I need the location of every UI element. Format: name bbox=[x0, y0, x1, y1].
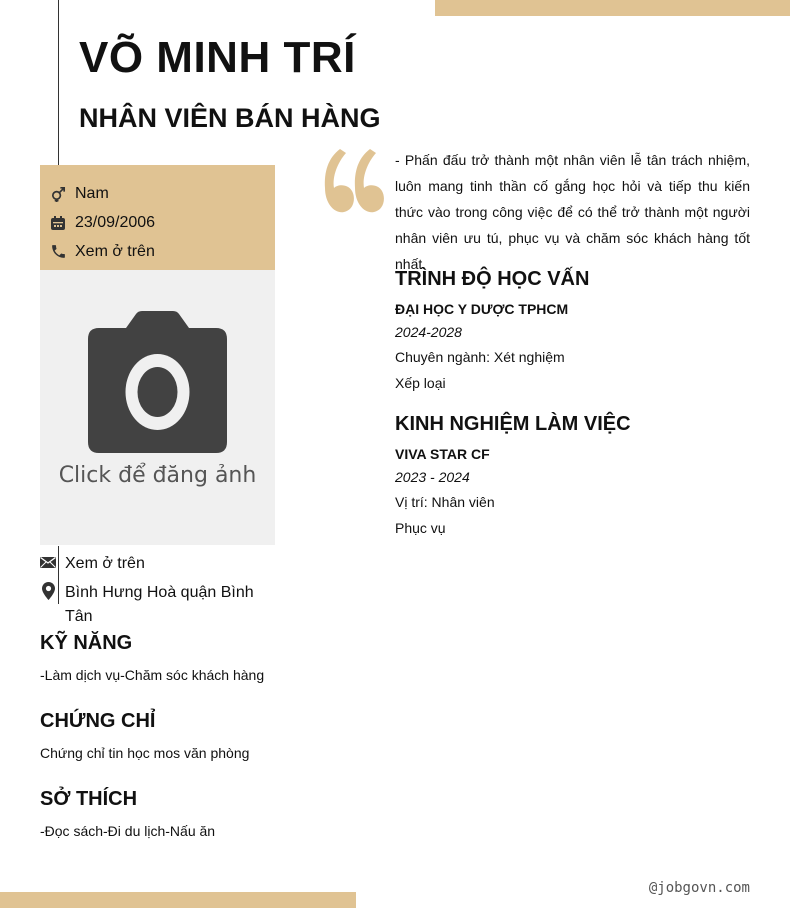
experience-company: VIVA STAR CF bbox=[395, 446, 490, 462]
skills-text: -Làm dịch vụ-Chăm sóc khách hàng bbox=[40, 667, 265, 683]
birthday-row bbox=[40, 208, 275, 237]
hobbies-text: -Đọc sách-Đi du lịch-Nấu ăn bbox=[40, 823, 216, 839]
candidate-name: VÕ MINH TRÍ bbox=[79, 33, 356, 82]
gender-icon bbox=[49, 185, 67, 203]
certificates-text: Chứng chỉ tin học mos văn phòng bbox=[40, 745, 250, 761]
education-rank: Xếp loại bbox=[395, 375, 446, 391]
top-accent-bar bbox=[435, 0, 790, 16]
career-objective: - Phấn đấu trở thành một nhân viên lễ tân trách nhiệm, luôn mang tinh thần cố gắng học hỏi và tiếp thu kiến thức vào trong công việc để có thể trở thành một người nhân viên ưu tú, phục vụ và chăm sóc khách hàng tốt nhất. bbox=[395, 152, 750, 272]
footer-brand: @jobgovn.com bbox=[648, 880, 750, 896]
skills-heading: KỸ NĂNG bbox=[40, 632, 133, 654]
certificates-heading: CHỨNG CHỈ bbox=[40, 710, 156, 732]
photo-caption: Click để đăng ảnh bbox=[58, 463, 257, 488]
experience-position: Vị trí: Nhân viên bbox=[395, 494, 495, 510]
education-major: Chuyên ngành: Xét nghiệm bbox=[395, 349, 565, 365]
personal-info-box bbox=[40, 165, 275, 270]
location-pin-icon bbox=[40, 581, 56, 601]
phone-icon bbox=[49, 243, 67, 261]
education-period: 2024-2028 bbox=[395, 324, 462, 340]
decorative-vertical-line bbox=[58, 0, 59, 165]
photo-upload[interactable] bbox=[40, 270, 275, 545]
camera-icon bbox=[86, 310, 229, 455]
experience-heading: KINH NGHIỆM LÀM VIỆC bbox=[395, 413, 631, 435]
quote-mark-icon bbox=[322, 148, 388, 216]
email-row bbox=[40, 552, 275, 576]
address-value: Bình Hưng Hoà quận Bình Tân bbox=[65, 584, 254, 625]
bottom-accent-bar bbox=[0, 892, 356, 908]
phone-value: Xem ở trên bbox=[75, 242, 155, 260]
job-title: NHÂN VIÊN BÁN HÀNG bbox=[79, 103, 381, 133]
education-heading: TRÌNH ĐỘ HỌC VẤN bbox=[395, 268, 590, 290]
gender-row bbox=[40, 179, 275, 208]
experience-period: 2023 - 2024 bbox=[395, 469, 470, 485]
phone-row bbox=[40, 237, 275, 266]
experience-task: Phục vụ bbox=[395, 520, 446, 536]
calendar-icon bbox=[49, 214, 67, 232]
email-icon bbox=[40, 552, 56, 572]
birthday-value: 23/09/2006 bbox=[75, 213, 156, 231]
hobbies-heading: SỞ THÍCH bbox=[40, 788, 138, 810]
education-school: ĐẠI HỌC Y DƯỢC TPHCM bbox=[395, 301, 569, 317]
email-value: Xem ở trên bbox=[65, 555, 145, 572]
address-row bbox=[40, 581, 275, 629]
gender-value: Nam bbox=[75, 184, 109, 202]
